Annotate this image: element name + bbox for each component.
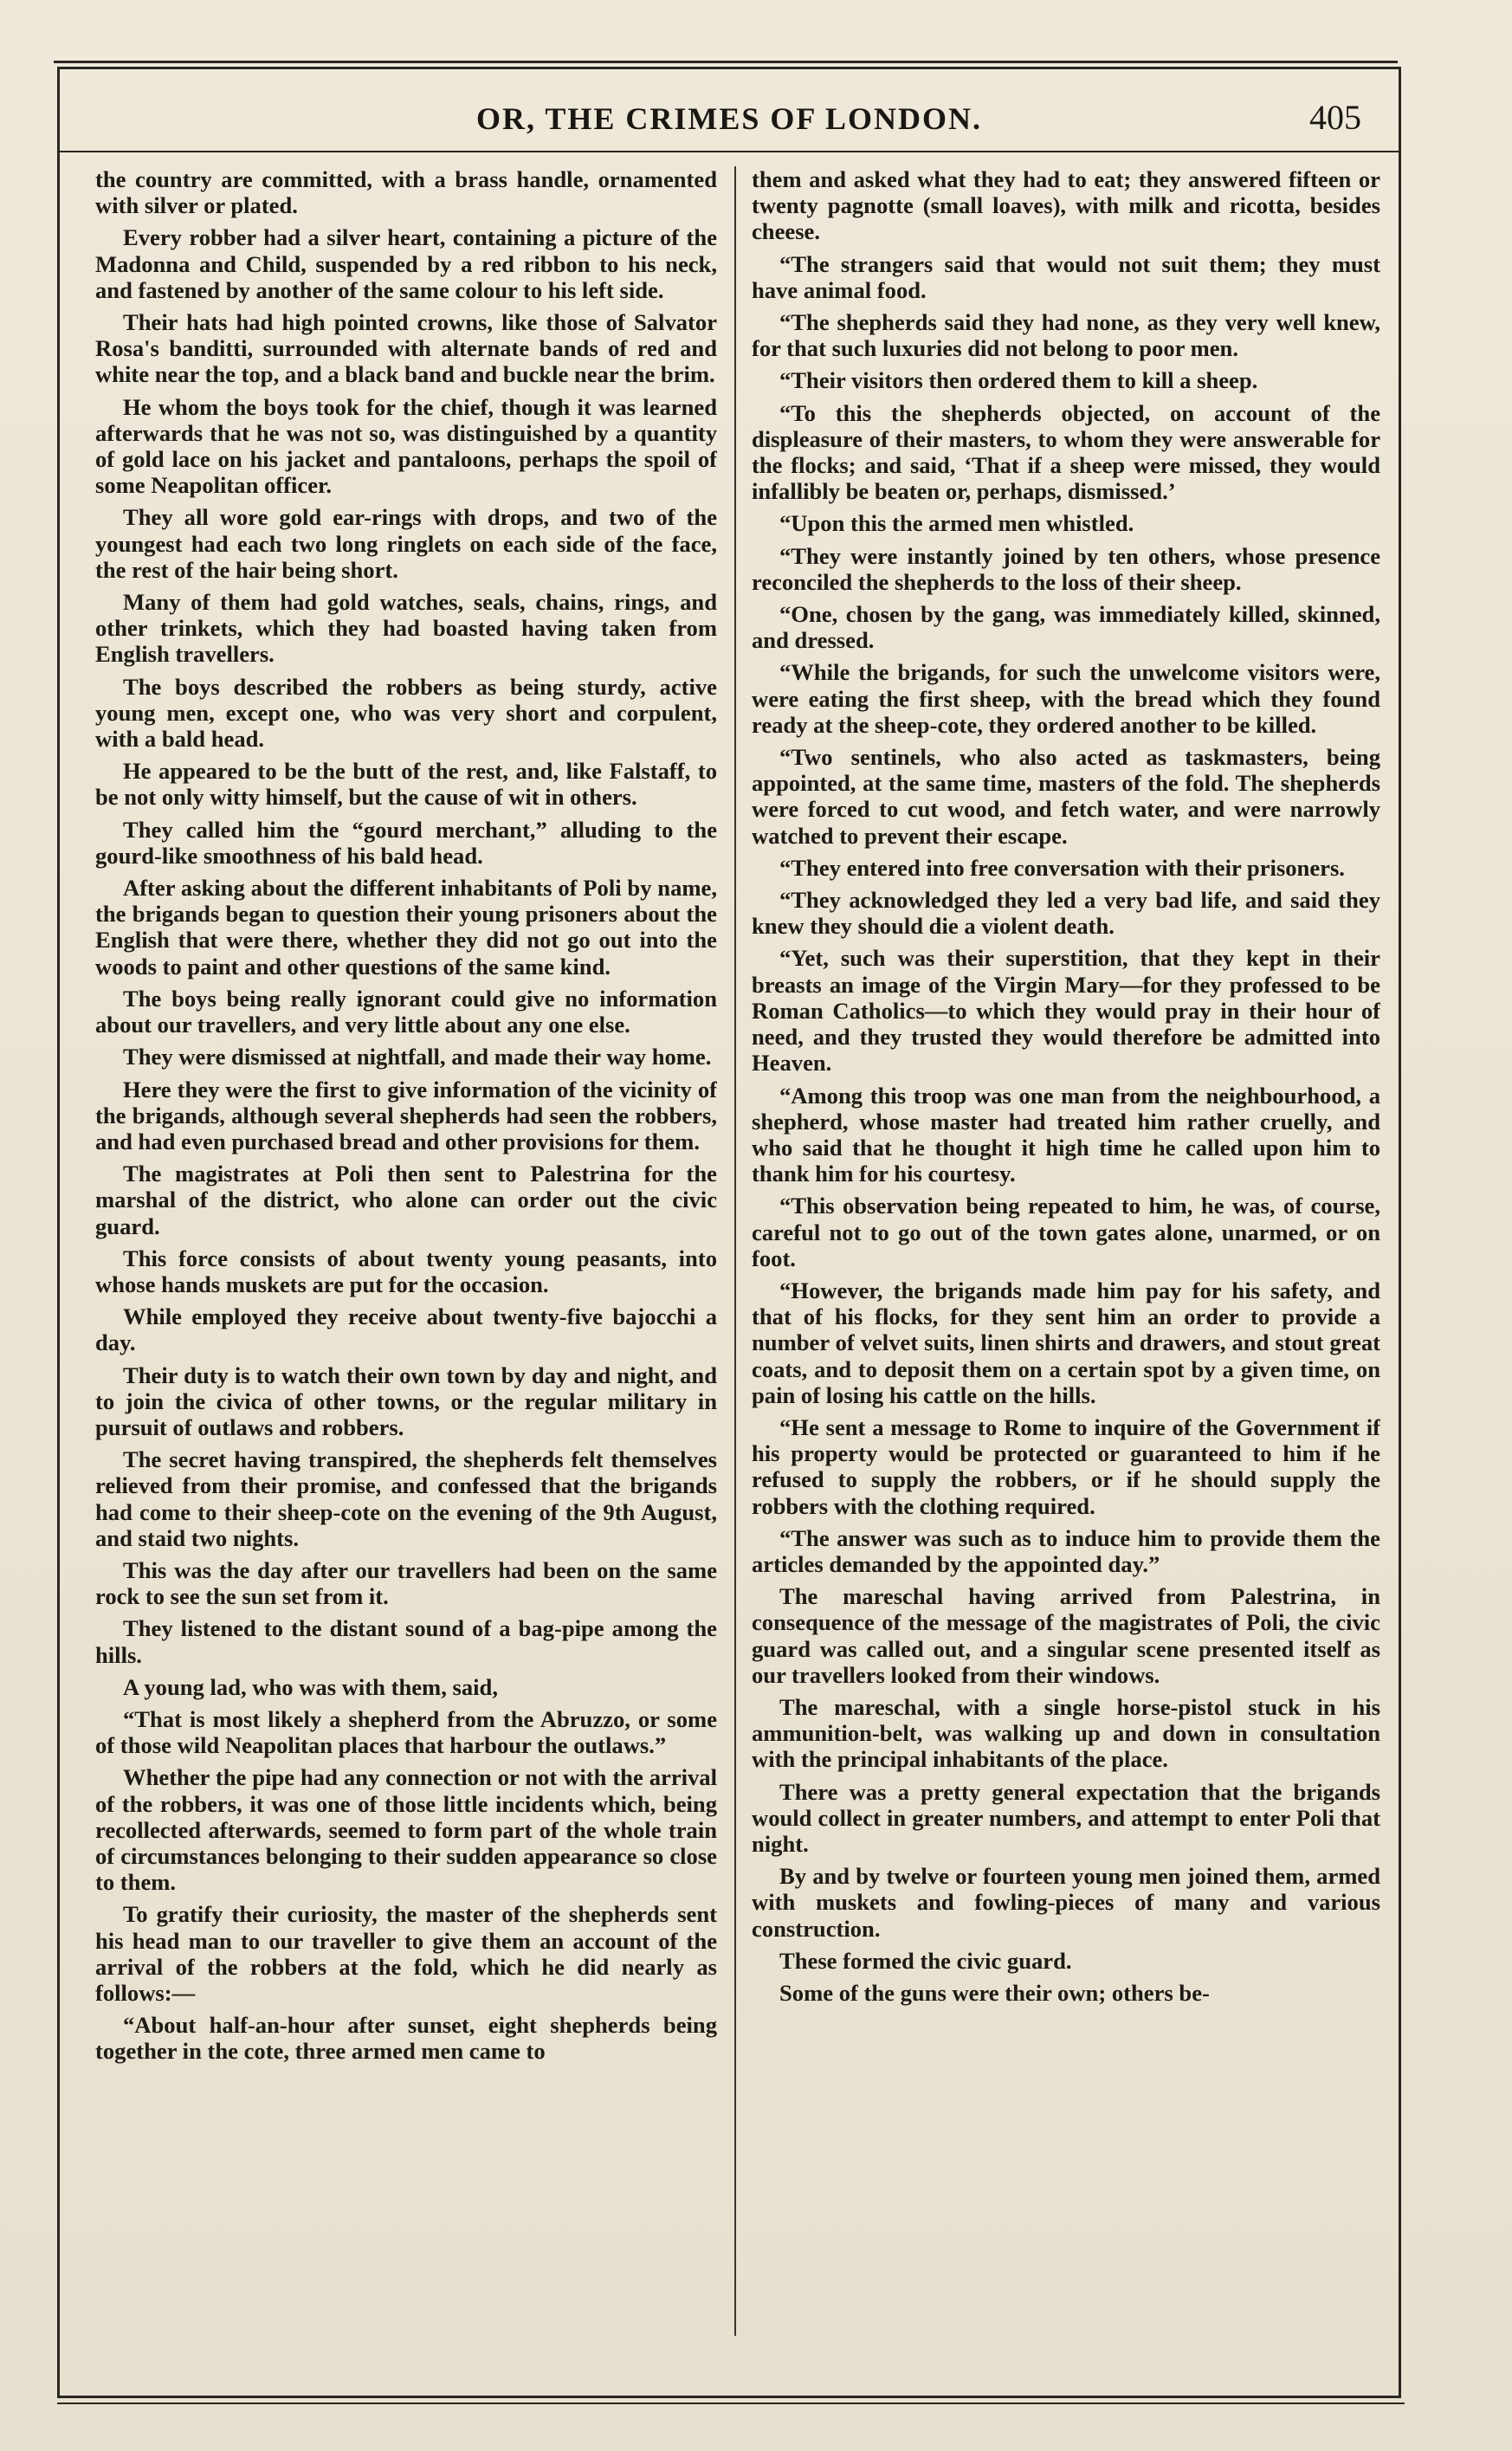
right-column [752, 166, 1380, 2336]
paragraph: They all wore gold ear-rings with drops, and two of the youngest had each two long ringlets on each side of the face, the rest of the hair being short. [95, 504, 717, 583]
paragraph: “About half-an-hour after sunset, eight shepherds being together in the cote, three armed men came to [95, 2012, 717, 2065]
paragraph: The magistrates at Poli then sent to Palestrina for the marshal of the district, who alone can order out the civic guard. [95, 1161, 717, 1239]
paragraph: The boys described the robbers as being sturdy, active young men, except one, who was very short and corpulent, with a bald head. [95, 673, 717, 753]
paragraph: them and asked what they had to eat; they answered fifteen or twenty pagnotte (small loaves), with milk and ricotta, besides cheese. [752, 166, 1380, 245]
paragraph: “They were instantly joined by ten others, whose presence reconciled the shepherds to the loss of their sheep. [752, 542, 1380, 595]
paragraph: To gratify their curiosity, the master of the shepherds sent his head man to our traveller to give them an account of the arrival of the robbers at the fold, which he did nearly as follows:— [95, 1901, 717, 2006]
paragraph: “While the brigands, for such the unwelcome visitors were, were eating the first sheep, with the bread which they found ready at the sheep-cote, they ordered another to be killed. [752, 659, 1380, 738]
page-header [57, 92, 1401, 152]
paragraph: The mareschal having arrived from Palestrina, in consequence of the message of the magistrates of Poli, the civic guard was called out, and a singular scene presented itself as our travellers looked from their windows. [752, 1583, 1380, 1688]
paragraph: By and by twelve or fourteen young men joined them, armed with muskets and fowling-pieces of many and various construction. [752, 1863, 1380, 1942]
paragraph: Their hats had high pointed crowns, like those of Salvator Rosa's banditti, surrounded with alternate bands of red and white near the top, and a black band and buckle near the brim. [95, 309, 717, 388]
paragraph: “They acknowledged they led a very bad life, and said they knew they should die a violent death. [752, 887, 1380, 940]
paragraph: This force consists of about twenty young peasants, into whose hands muskets are put for the occasion. [95, 1245, 717, 1297]
paragraph: The boys being really ignorant could give no information about our travellers, and very little about any one else. [95, 985, 717, 1038]
paragraph: These formed the civic guard. [779, 1947, 1072, 1974]
paragraph: They listened to the distant sound of a bag-pipe among the hills. [95, 1615, 717, 1668]
paragraph: The mareschal, with a single horse-pistol stuck in his ammunition-belt, was walking up and down in consultation with the principal inhabitants of the place. [752, 1693, 1380, 1773]
paragraph: “Among this troop was one man from the neighbourhood, a shepherd, whose master had treated him rather cruelly, and who said that he thought it high time he called upon him to thank him for his courtesy. [752, 1082, 1380, 1187]
paragraph: “The strangers said that would not suit them; they must have animal food. [752, 250, 1380, 303]
paragraph: This was the day after our travellers had been on the same rock to see the sun set from it. [95, 1556, 717, 1610]
paragraph: “Two sentinels, who also acted as taskmasters, being appointed, at the same time, masters of the fold. The shepherds were forced to cut wood, and fetch water, and were narrowly watched to prevent their escape. [752, 744, 1380, 849]
paragraph: They called him the “gourd merchant,” alluding to the gourd-like smoothness of his bald head. [95, 816, 717, 869]
paragraph: Their duty is to watch their own town by day and night, and to join the civica of other towns, or the regular military in pursuit of outlaws and robbers. [95, 1361, 717, 1440]
paragraph: “He sent a message to Rome to inquire of the Government if his property would be protected or guaranteed to him if he refused to supply the robbers, or if he should supply the robbers with the clothing required. [752, 1413, 1380, 1519]
paragraph: Here they were the first to give information of the vicinity of the brigands, although several shepherds had seen the robbers, and had even purchased bread and other provisions for them. [95, 1076, 717, 1154]
paragraph: He whom the boys took for the chief, though it was learned afterwards that he was not so, was distinguished by a quantity of gold lace on his jacket and pantaloons, perhaps the spoil of some Neapolitan officer. [95, 393, 717, 499]
paragraph: “They entered into free conversation with their prisoners. [779, 854, 1345, 881]
paragraph: “One, chosen by the gang, was immediately killed, skinned, and dressed. [752, 601, 1380, 654]
paragraph: “However, the brigands made him pay for his safety, and that of his flocks, for they sent him an order to provide a number of velvet suits, linen shirts and drawers, and stout great coats, and to deposit them on a certain spot by a given time, on pain of losing his cattle on the hills. [752, 1277, 1380, 1408]
paragraph: “To this the shepherds objected, on account of the displeasure of their masters, to whom they were answerable for the flocks; and said, ‘That if a sheep were missed, they would infallibly be beaten or, perhaps, dismissed.’ [752, 399, 1380, 505]
paragraph: They were dismissed at nightfall, and made their way home. [123, 1044, 712, 1070]
paragraph: the country are committed, with a brass handle, ornamented with silver or plated. [95, 166, 717, 219]
bottom-rule [57, 2402, 1405, 2404]
paragraph: “That is most likely a shepherd from the Abruzzo, or some of those wild Neapolitan places that harbour the outlaws.” [95, 1705, 717, 1759]
paragraph: Whether the pipe had any connection or not with the arrival of the robbers, it was one of those little incidents which, being recollected afterwards, seemed to form part of the whole train of circumstances belonging to their sudden appearance so close to them. [95, 1764, 717, 1896]
paragraph: There was a pretty general expectation that the brigands would collect in greater numbers, and attempt to enter Poli that night. [752, 1778, 1380, 1857]
page-number: 405 [1309, 98, 1361, 137]
paragraph: “The answer was such as to induce him to provide them the articles demanded by the appointed day.” [752, 1524, 1380, 1577]
top-rule [54, 61, 1398, 63]
left-column [95, 166, 717, 2336]
paragraph: “This observation being repeated to him, he was, of course, careful not to go out of the town gates alone, unarmed, or on foot. [752, 1193, 1380, 1271]
paragraph: Some of the guns were their own; others be- [779, 1980, 1210, 2006]
paragraph: “Upon this the armed men whistled. [779, 510, 1134, 537]
paragraph: While employed they receive about twenty-five bajocchi a day. [95, 1303, 717, 1356]
paragraph: “The shepherds said they had none, as they very well knew, for that such luxuries did not belong to poor men. [752, 309, 1380, 362]
paragraph: “Yet, such was their superstition, that they kept in their breasts an image of the Virgin Mary—for they professed to be Roman Catholics—to which they would pray in their hour of need, and they trusted they would therefore be admitted into Heaven. [752, 945, 1380, 1077]
column-divider [734, 166, 736, 2336]
paragraph: A young lad, who was with them, said, [123, 1673, 498, 1700]
paragraph: He appeared to be the butt of the rest, and, like Falstaff, to be not only witty himself, but the cause of wit in others. [95, 758, 717, 811]
paragraph: Many of them had gold watches, seals, chains, rings, and other trinkets, which they had boasted having taken from English travellers. [95, 589, 717, 668]
paragraph: “Their visitors then ordered them to kill a sheep. [779, 367, 1258, 394]
paragraph: The secret having transpired, the shepherds felt themselves relieved from their promise, and confessed that the brigands had come to their sheep-cote on the evening of the 9th August, and staid two nights. [95, 1446, 717, 1551]
running-title: OR, THE CRIMES OF LONDON. [475, 101, 983, 136]
header-rule [57, 151, 1401, 152]
paragraph: Every robber had a silver heart, containing a picture of the Madonna and Child, suspended by a red ribbon to his neck, and fastened by another of the same colour to his left side. [95, 224, 717, 303]
paragraph: After asking about the different inhabitants of Poli by name, the brigands began to question their young prisoners about the English that were there, whether they did not go out into the woods to paint and other questions of the same kind. [95, 875, 717, 980]
